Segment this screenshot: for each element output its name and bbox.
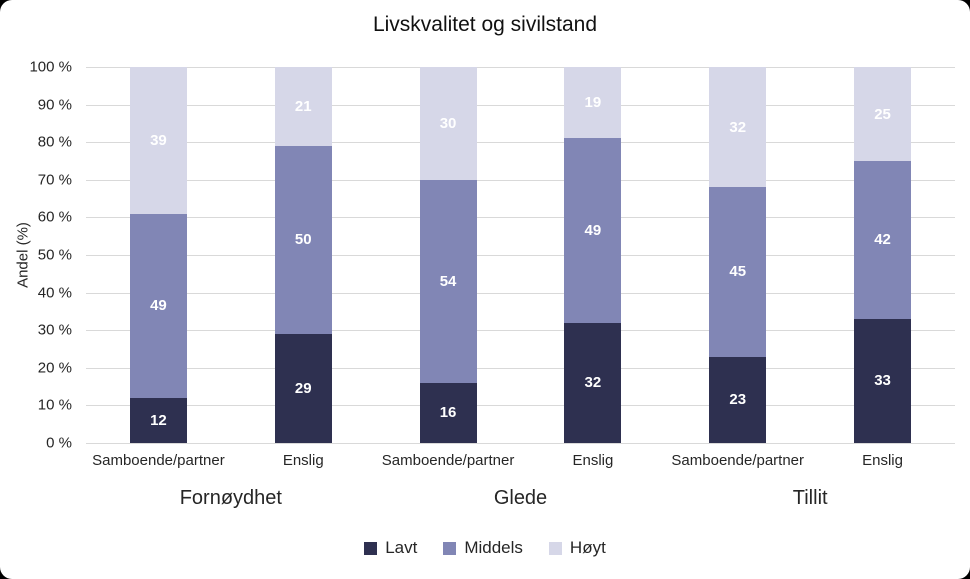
bar-segment-middels: 49 xyxy=(130,214,187,398)
legend-marker-icon xyxy=(549,542,562,555)
stacked-bar xyxy=(564,67,621,443)
stacked-bar xyxy=(709,67,766,443)
y-tick-label: 80 % xyxy=(37,133,72,151)
bar-slot xyxy=(520,67,665,443)
bar-slot xyxy=(86,67,231,443)
bar-segment-høyt: 19 xyxy=(564,67,621,138)
bar-segment-middels: 45 xyxy=(709,187,766,356)
y-tick-label: 100 % xyxy=(29,58,72,76)
y-tick-label: 10 % xyxy=(37,396,72,414)
bar-segment-høyt: 39 xyxy=(130,67,187,214)
x-axis-group-labels xyxy=(86,487,955,510)
legend xyxy=(0,538,970,558)
legend-item-høyt xyxy=(549,538,606,558)
category-label: Samboende/partner xyxy=(381,452,515,469)
stacked-bar xyxy=(420,67,477,443)
y-tick-label: 40 % xyxy=(37,284,72,302)
y-tick-label: 50 % xyxy=(37,246,72,264)
chart-title: Livskvalitet og sivilstand xyxy=(372,13,598,36)
stacked-bar xyxy=(130,67,187,443)
bar-segment-høyt: 30 xyxy=(420,67,477,180)
group-label: Fornøydhet xyxy=(179,487,282,509)
bar-segment-middels: 49 xyxy=(564,138,621,322)
y-tick-label: 30 % xyxy=(37,321,72,339)
bar-segment-lavt: 29 xyxy=(275,334,332,443)
category-label: Enslig xyxy=(862,452,903,469)
y-tick-label: 90 % xyxy=(37,96,72,114)
bar-slot xyxy=(665,67,810,443)
bars-row xyxy=(86,67,955,443)
bar-segment-lavt: 33 xyxy=(854,319,911,443)
bar-segment-høyt: 21 xyxy=(275,67,332,146)
plot-area xyxy=(86,67,955,443)
legend-item-lavt xyxy=(364,538,417,558)
y-tick-label: 20 % xyxy=(37,359,72,377)
legend-label: Middels xyxy=(464,538,523,557)
category-label: Samboende/partner xyxy=(92,452,225,469)
bar-segment-lavt: 32 xyxy=(564,323,621,443)
y-tick-label: 0 % xyxy=(46,434,72,452)
bar-segment-lavt: 16 xyxy=(420,383,477,443)
group-label: Glede xyxy=(493,487,548,509)
bar-segment-lavt: 23 xyxy=(709,357,766,443)
bar-segment-middels: 50 xyxy=(275,146,332,334)
stacked-bar xyxy=(854,67,911,443)
category-label: Enslig xyxy=(572,452,614,469)
bar-segment-lavt: 12 xyxy=(130,398,187,443)
gridline xyxy=(86,443,955,444)
bar-segment-middels: 42 xyxy=(854,161,911,319)
y-axis-ticks xyxy=(0,58,78,452)
category-label: Enslig xyxy=(282,452,324,469)
stacked-bar xyxy=(275,67,332,443)
bar-segment-høyt: 25 xyxy=(854,67,911,161)
category-label: Samboende/partner xyxy=(671,452,805,469)
legend-marker-icon xyxy=(364,542,377,555)
bar-segment-middels: 54 xyxy=(420,180,477,383)
bar-slot xyxy=(810,67,955,443)
legend-label: Høyt xyxy=(569,538,606,557)
y-tick-label: 70 % xyxy=(37,171,72,189)
legend-label: Lavt xyxy=(385,538,418,557)
y-tick-label: 60 % xyxy=(37,208,72,226)
legend-marker-icon xyxy=(443,542,456,555)
y-axis-title: Andel (%) xyxy=(14,222,32,288)
group-label: Tillit xyxy=(792,487,828,509)
x-axis-category-labels xyxy=(86,452,955,469)
bar-segment-høyt: 32 xyxy=(709,67,766,187)
bar-slot xyxy=(376,67,521,443)
bar-slot xyxy=(231,67,376,443)
legend-item-middels xyxy=(443,538,523,558)
